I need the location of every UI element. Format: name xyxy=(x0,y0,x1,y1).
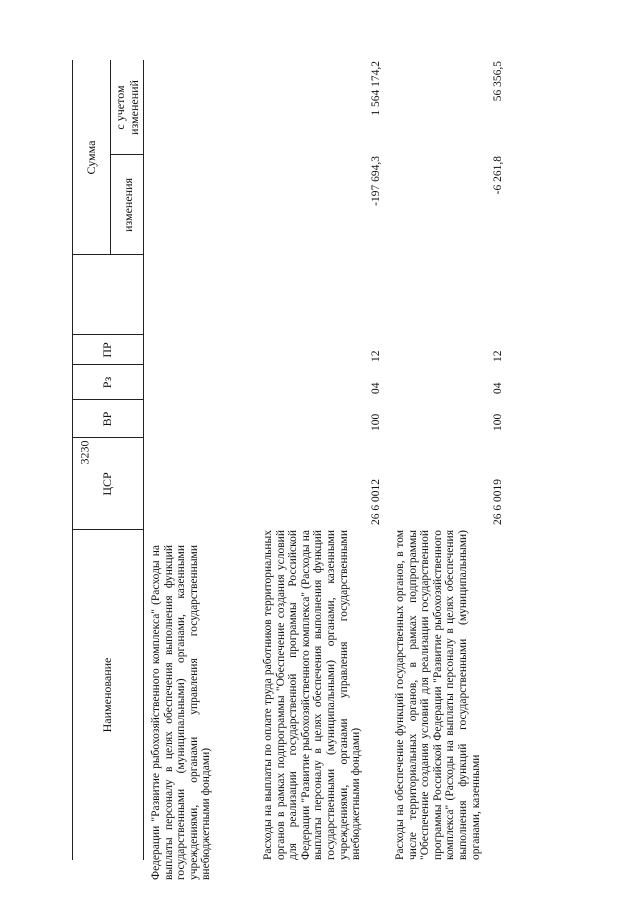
table-top-rule xyxy=(72,60,73,860)
header-with-changes: с учетом изменений xyxy=(113,80,141,135)
page-number: 3230 xyxy=(77,440,92,465)
row-3-csr: 26 6 0019 xyxy=(492,479,504,525)
row-2-changes: -197 694,3 xyxy=(370,156,382,206)
header-csr: ЦСР xyxy=(100,472,114,496)
row-3-vr: 100 xyxy=(492,413,504,431)
row-3-with-changes: 56 356,5 xyxy=(492,61,504,102)
header-changes: изменения xyxy=(121,177,135,233)
row-3-name: Расходы на обеспечение функций государственных органов, в том числе территориальных органов, в рамках подпрограммы "Обеспечение создания условий для реализации государственной программы Российской Федерации "Развитие рыбохозяйственного комплекса" (Расходы на выплаты персоналу в целях обеспечения выполнения функций государственными (муниципальными) органами, казенными xyxy=(394,530,482,860)
row-2-rz: 04 xyxy=(370,382,382,394)
sum-subheader-rule xyxy=(110,60,111,255)
header-bottom-rule xyxy=(143,60,144,860)
header-rz: Рз xyxy=(100,376,114,389)
budget-table xyxy=(40,60,580,880)
header-sum: Сумма xyxy=(84,140,98,175)
row-2-vr: 100 xyxy=(370,413,382,431)
header-vr: ВР xyxy=(100,411,114,427)
row-2-pr: 12 xyxy=(370,350,382,362)
row-3-pr: 12 xyxy=(492,350,504,362)
row-3-rz: 04 xyxy=(492,382,504,394)
header-name: Наименование xyxy=(100,657,114,733)
header-pr: ПР xyxy=(100,342,114,358)
row-3-changes: -6 261,8 xyxy=(492,156,504,195)
row-2-with-changes: 1 564 174,2 xyxy=(370,61,382,116)
row-1-name: Федерации "Развитие рыбохозяйственного комплекса" (Расходы на выплаты персоналу в целях обеспечения выполнения функций государственными (муниципальными) органами, казенными учреждениями, органами управления государственными внебюджетными фондами) xyxy=(150,545,213,880)
row-2-name: Расходы на выплаты по оплате труда работников территориальных органов в рамках подпрограммы "Обеспечение создания условий для реализации государственной программы Российской Федерации "Развитие рыбохозяйственного комплекса" (Расходы на выплаты персоналу в целях обеспечения выполнения функций государственными (муниципальными) органами, казенными учреждениями, органами управления государственными внебюджетными фондами) xyxy=(262,530,363,860)
row-2-csr: 26 6 0012 xyxy=(370,479,382,525)
